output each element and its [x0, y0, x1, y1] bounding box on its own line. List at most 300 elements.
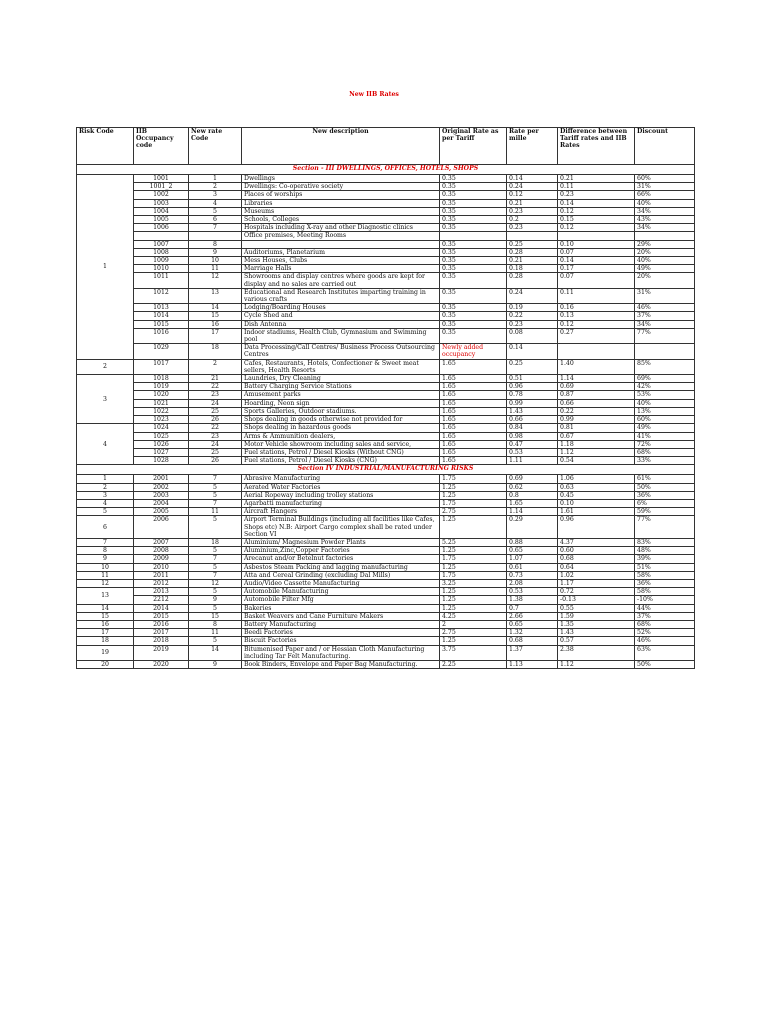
difference-cell: 0.60 — [558, 547, 635, 555]
rate-code-cell: 26 — [189, 457, 242, 465]
occupancy-code-cell: 2018 — [134, 637, 189, 645]
rate-per-mille-cell: 0.99 — [507, 399, 558, 407]
rate-per-mille-cell: 0.84 — [507, 424, 558, 432]
discount-cell: 31% — [635, 183, 695, 191]
description-cell: Aircraft Hangers — [242, 508, 440, 516]
title-spacer — [134, 91, 189, 128]
risk-code-cell: 10 — [77, 563, 134, 571]
original-rate-cell: 0.35 — [440, 320, 507, 328]
occupancy-code-cell: 1024 — [134, 424, 189, 432]
original-rate-cell: 1.65 — [440, 407, 507, 415]
occupancy-code-cell: 2017 — [134, 629, 189, 637]
rates-sheet — [76, 91, 694, 669]
discount-cell: 77% — [635, 516, 695, 539]
discount-cell: 46% — [635, 637, 695, 645]
table-row — [77, 571, 695, 579]
title-spacer — [507, 91, 558, 128]
original-rate-cell: 0.35 — [440, 191, 507, 199]
original-rate-cell: 1.25 — [440, 547, 507, 555]
discount-cell: 51% — [635, 563, 695, 571]
description-cell: Arms & Ammunition dealers, — [242, 432, 440, 440]
table-row — [77, 588, 695, 596]
occupancy-code-cell: 2009 — [134, 555, 189, 563]
rate-code-cell — [189, 232, 242, 240]
occupancy-code-cell: 1018 — [134, 375, 189, 383]
risk-code-cell: 4 — [77, 424, 134, 465]
rate-per-mille-cell: 1.11 — [507, 457, 558, 465]
section-header-row — [77, 165, 695, 175]
original-rate-cell: 1.65 — [440, 432, 507, 440]
occupancy-code-cell: 1001 — [134, 175, 189, 183]
difference-cell: 0.12 — [558, 320, 635, 328]
rate-per-mille-cell: 0.78 — [507, 391, 558, 399]
discount-cell: 59% — [635, 508, 695, 516]
difference-cell: 0.22 — [558, 407, 635, 415]
rate-per-mille-cell: 0.22 — [507, 312, 558, 320]
discount-cell: 66% — [635, 191, 695, 199]
occupancy-code-cell: 1006 — [134, 224, 189, 232]
discount-cell: 34% — [635, 320, 695, 328]
description-cell: Auditoriums, Planetarium — [242, 248, 440, 256]
original-rate-cell: 1.65 — [440, 440, 507, 448]
description-cell: Aluminium,Zinc,Copper Factories — [242, 547, 440, 555]
description-cell: Schools, Colleges — [242, 216, 440, 224]
rate-code-cell: 25 — [189, 448, 242, 456]
description-cell: Lodging/Boarding Houses — [242, 304, 440, 312]
description-cell: Fuel stations, Petrol / Diesel Kiosks (CNG) — [242, 457, 440, 465]
rate-per-mille-cell: 0.8 — [507, 491, 558, 499]
rate-per-mille-cell: 0.53 — [507, 448, 558, 456]
table-row — [77, 612, 695, 620]
occupancy-code-cell: 1023 — [134, 416, 189, 424]
rate-code-cell: 5 — [189, 516, 242, 539]
original-rate-cell: 2.75 — [440, 629, 507, 637]
rate-code-cell: 7 — [189, 499, 242, 507]
risk-code-cell: 12 — [77, 579, 134, 587]
rate-code-cell: 23 — [189, 432, 242, 440]
description-cell: Atta and Cereal Grinding (excluding Dal Mills) — [242, 571, 440, 579]
discount-cell: 20% — [635, 273, 695, 288]
risk-code-cell: 3 — [77, 491, 134, 499]
original-rate-cell: 1.65 — [440, 359, 507, 374]
difference-cell: 1.18 — [558, 440, 635, 448]
original-rate-cell: Newly added occupancy — [440, 344, 507, 359]
original-rate-cell: 0.35 — [440, 265, 507, 273]
rate-code-cell: 12 — [189, 579, 242, 587]
rate-code-cell: 7 — [189, 475, 242, 483]
difference-cell: 0.87 — [558, 391, 635, 399]
original-rate-cell: 1.75 — [440, 499, 507, 507]
rate-per-mille-cell: 1.37 — [507, 645, 558, 660]
original-rate-cell: 3.25 — [440, 579, 507, 587]
occupancy-code-cell: 1026 — [134, 440, 189, 448]
difference-cell: 0.11 — [558, 288, 635, 303]
discount-cell: 58% — [635, 588, 695, 596]
difference-cell: 0.12 — [558, 207, 635, 215]
rate-per-mille-cell: 0.23 — [507, 224, 558, 232]
difference-cell — [558, 344, 635, 359]
description-cell: Asbestos Steam Packing and lagging manufacturing — [242, 563, 440, 571]
header-original-rate: Original Rate as per Tariff — [440, 128, 507, 165]
discount-cell: 60% — [635, 416, 695, 424]
discount-cell: 41% — [635, 432, 695, 440]
description-cell: Beedi Factories — [242, 629, 440, 637]
occupancy-code-cell: 1013 — [134, 304, 189, 312]
original-rate-cell: 1.65 — [440, 457, 507, 465]
occupancy-code-cell: 1015 — [134, 320, 189, 328]
description-cell: Hospitals including X-ray and other Diagnostic clinics — [242, 224, 440, 232]
occupancy-code-cell: 2012 — [134, 579, 189, 587]
description-cell: Libraries — [242, 199, 440, 207]
discount-cell: 33% — [635, 457, 695, 465]
occupancy-code-cell: 1014 — [134, 312, 189, 320]
risk-code-cell: 1 — [77, 175, 134, 360]
discount-cell: 69% — [635, 375, 695, 383]
rate-per-mille-cell: 0.68 — [507, 637, 558, 645]
rate-per-mille-cell: 0.23 — [507, 207, 558, 215]
description-cell — [242, 240, 440, 248]
discount-cell: 36% — [635, 579, 695, 587]
original-rate-cell: 1.25 — [440, 516, 507, 539]
original-rate-cell: 0.35 — [440, 240, 507, 248]
discount-cell — [635, 232, 695, 240]
difference-cell: 0.14 — [558, 257, 635, 265]
discount-cell: 61% — [635, 475, 695, 483]
difference-cell: 0.21 — [558, 175, 635, 183]
table-row — [77, 175, 695, 183]
description-cell: Shops dealing in hazardous goods — [242, 424, 440, 432]
occupancy-code-cell: 1005 — [134, 216, 189, 224]
table-row — [77, 232, 695, 240]
rate-per-mille-cell: 0.28 — [507, 273, 558, 288]
description-cell: Battery Manufacturing — [242, 620, 440, 628]
discount-cell: 43% — [635, 216, 695, 224]
original-rate-cell: 1.25 — [440, 588, 507, 596]
rate-code-cell: 1 — [189, 175, 242, 183]
occupancy-code-cell: 1011 — [134, 273, 189, 288]
header-new-description: New description — [242, 128, 440, 165]
risk-code-cell: 9 — [77, 555, 134, 563]
rate-code-cell: 12 — [189, 273, 242, 288]
original-rate-cell: 0.35 — [440, 199, 507, 207]
discount-cell: 42% — [635, 383, 695, 391]
occupancy-code-cell: 2212 — [134, 596, 189, 604]
discount-cell: 40% — [635, 257, 695, 265]
difference-cell: 2.38 — [558, 645, 635, 660]
rate-code-cell: 13 — [189, 288, 242, 303]
risk-code-cell: 8 — [77, 547, 134, 555]
description-cell: Abrasive Manufacturing — [242, 475, 440, 483]
description-cell: Museums — [242, 207, 440, 215]
risk-code-cell: 13 — [77, 588, 134, 604]
original-rate-cell: 1.75 — [440, 475, 507, 483]
original-rate-cell: 1.25 — [440, 483, 507, 491]
original-rate-cell: 1.25 — [440, 604, 507, 612]
table-row — [77, 424, 695, 432]
original-rate-cell: 1.65 — [440, 416, 507, 424]
rate-per-mille-cell: 1.43 — [507, 407, 558, 415]
occupancy-code-cell: 1020 — [134, 391, 189, 399]
description-cell: Aerial Ropeway including trolley stations — [242, 491, 440, 499]
description-cell: Automobile Filter Mfg — [242, 596, 440, 604]
rate-code-cell: 4 — [189, 199, 242, 207]
original-rate-cell: 0.35 — [440, 257, 507, 265]
title-row — [77, 91, 695, 128]
table-row — [77, 563, 695, 571]
difference-cell: 0.07 — [558, 273, 635, 288]
rate-per-mille-cell: 0.2 — [507, 216, 558, 224]
discount-cell: 31% — [635, 288, 695, 303]
description-cell: Data Processing/Call Centres/ Business Process Outsourcing Centres — [242, 344, 440, 359]
original-rate-cell — [440, 232, 507, 240]
difference-cell: 4.37 — [558, 538, 635, 546]
description-cell: Sports Galleries, Outdoor stadiums. — [242, 407, 440, 415]
title-spacer — [635, 91, 695, 128]
rate-per-mille-cell: 0.25 — [507, 240, 558, 248]
rate-code-cell: 25 — [189, 407, 242, 415]
discount-cell: 83% — [635, 538, 695, 546]
difference-cell: 0.57 — [558, 637, 635, 645]
risk-code-cell: 4 — [77, 499, 134, 507]
occupancy-code-cell: 1003 — [134, 199, 189, 207]
occupancy-code-cell: 2016 — [134, 620, 189, 628]
rate-code-cell: 26 — [189, 416, 242, 424]
table-row — [77, 183, 695, 191]
risk-code-cell: 2 — [77, 483, 134, 491]
table-row — [77, 547, 695, 555]
table-row — [77, 399, 695, 407]
discount-cell: 49% — [635, 424, 695, 432]
original-rate-cell: 0.35 — [440, 224, 507, 232]
discount-cell: 37% — [635, 612, 695, 620]
rate-per-mille-cell: 0.12 — [507, 191, 558, 199]
difference-cell: 0.16 — [558, 304, 635, 312]
table-row — [77, 224, 695, 232]
original-rate-cell: 0.35 — [440, 248, 507, 256]
difference-cell: 1.17 — [558, 579, 635, 587]
original-rate-cell: 0.35 — [440, 175, 507, 183]
rate-per-mille-cell: 1.13 — [507, 660, 558, 668]
header-row — [77, 128, 695, 165]
difference-cell: 1.61 — [558, 508, 635, 516]
header-difference: Difference between Tariff rates and IIB Rates — [558, 128, 635, 165]
discount-cell: 85% — [635, 359, 695, 374]
table-row — [77, 375, 695, 383]
rate-per-mille-cell: 0.25 — [507, 359, 558, 374]
original-rate-cell: 1.25 — [440, 563, 507, 571]
table-row — [77, 257, 695, 265]
discount-cell: 37% — [635, 312, 695, 320]
discount-cell: 6% — [635, 499, 695, 507]
discount-cell: 48% — [635, 547, 695, 555]
section-title: Section - III DWELLINGS, OFFICES, HOTELS, SHOPS — [77, 165, 695, 175]
table-row — [77, 391, 695, 399]
difference-cell: 1.43 — [558, 629, 635, 637]
occupancy-code-cell: 2015 — [134, 612, 189, 620]
table-row — [77, 637, 695, 645]
rate-code-cell: 10 — [189, 257, 242, 265]
difference-cell: 0.99 — [558, 416, 635, 424]
description-cell: Agarbatti manufacturing — [242, 499, 440, 507]
table-row — [77, 432, 695, 440]
difference-cell: 0.63 — [558, 483, 635, 491]
description-cell: Battery Charging Service Stations — [242, 383, 440, 391]
occupancy-code-cell: 2003 — [134, 491, 189, 499]
rate-per-mille-cell: 0.53 — [507, 588, 558, 596]
rate-per-mille-cell — [507, 232, 558, 240]
rate-per-mille-cell: 0.21 — [507, 199, 558, 207]
rate-per-mille-cell: 0.73 — [507, 571, 558, 579]
table-row — [77, 273, 695, 288]
description-cell: Book Binders, Envelope and Paper Bag Manufacturing. — [242, 660, 440, 668]
rate-code-cell: 22 — [189, 424, 242, 432]
header-new-rate-code: New rate Code — [189, 128, 242, 165]
difference-cell: 0.11 — [558, 183, 635, 191]
rate-code-cell: 2 — [189, 183, 242, 191]
table-row — [77, 555, 695, 563]
original-rate-cell: 3.75 — [440, 645, 507, 660]
discount-cell: 34% — [635, 207, 695, 215]
table-row — [77, 579, 695, 587]
original-rate-cell: 0.35 — [440, 328, 507, 343]
original-rate-cell: 0.35 — [440, 273, 507, 288]
description-cell: Audio/Video Cassette Manufacturing — [242, 579, 440, 587]
occupancy-code-cell: 2006 — [134, 516, 189, 539]
rate-per-mille-cell: 1.32 — [507, 629, 558, 637]
rate-per-mille-cell: 0.08 — [507, 328, 558, 343]
rate-per-mille-cell: 0.29 — [507, 516, 558, 539]
rate-per-mille-cell: 2.66 — [507, 612, 558, 620]
original-rate-cell: 5.25 — [440, 538, 507, 546]
description-cell: Places of worships — [242, 191, 440, 199]
risk-code-cell: 11 — [77, 571, 134, 579]
original-rate-cell: 0.35 — [440, 288, 507, 303]
rate-code-cell: 5 — [189, 637, 242, 645]
table-row — [77, 320, 695, 328]
rate-code-cell: 5 — [189, 604, 242, 612]
occupancy-code-cell: 1027 — [134, 448, 189, 456]
occupancy-code-cell: 2013 — [134, 588, 189, 596]
rate-code-cell: 7 — [189, 555, 242, 563]
rate-code-cell: 17 — [189, 328, 242, 343]
table-row — [77, 304, 695, 312]
rate-code-cell: 5 — [189, 483, 242, 491]
occupancy-code-cell: 1004 — [134, 207, 189, 215]
rate-per-mille-cell: 0.24 — [507, 183, 558, 191]
description-cell: Biscuit Factories — [242, 637, 440, 645]
difference-cell: 1.02 — [558, 571, 635, 579]
occupancy-code-cell: 2014 — [134, 604, 189, 612]
rate-per-mille-cell: 0.62 — [507, 483, 558, 491]
rate-code-cell: 8 — [189, 240, 242, 248]
difference-cell: 0.67 — [558, 432, 635, 440]
discount-cell: 72% — [635, 440, 695, 448]
discount-cell: -10% — [635, 596, 695, 604]
risk-code-cell: 14 — [77, 604, 134, 612]
occupancy-code-cell: 1009 — [134, 257, 189, 265]
table-row — [77, 645, 695, 660]
rate-code-cell: 5 — [189, 563, 242, 571]
table-row — [77, 620, 695, 628]
rate-code-cell: 22 — [189, 383, 242, 391]
original-rate-cell: 1.25 — [440, 596, 507, 604]
rate-code-cell: 15 — [189, 312, 242, 320]
description-cell: Indoor stadiums, Health Club, Gymnasium and Swimming pool — [242, 328, 440, 343]
rate-per-mille-cell: 0.98 — [507, 432, 558, 440]
rate-per-mille-cell: 0.18 — [507, 265, 558, 273]
discount-cell: 77% — [635, 328, 695, 343]
occupancy-code-cell: 1019 — [134, 383, 189, 391]
occupancy-code-cell: 2001 — [134, 475, 189, 483]
risk-code-cell: 19 — [77, 645, 134, 660]
header-occupancy-code: IIB Occupancy code — [134, 128, 189, 165]
occupancy-code-cell: 2007 — [134, 538, 189, 546]
table-row — [77, 216, 695, 224]
original-rate-cell: 2 — [440, 620, 507, 628]
table-row — [77, 328, 695, 343]
difference-cell — [558, 232, 635, 240]
discount-cell: 52% — [635, 629, 695, 637]
difference-cell: 0.10 — [558, 240, 635, 248]
risk-code-cell: 2 — [77, 359, 134, 374]
rate-code-cell: 2 — [189, 359, 242, 374]
risk-code-cell: 20 — [77, 660, 134, 668]
occupancy-code-cell: 1010 — [134, 265, 189, 273]
table-row — [77, 499, 695, 507]
rate-code-cell: 6 — [189, 216, 242, 224]
rate-code-cell: 9 — [189, 248, 242, 256]
difference-cell: 0.64 — [558, 563, 635, 571]
table-row — [77, 475, 695, 483]
table-row — [77, 383, 695, 391]
original-rate-cell: 1.65 — [440, 399, 507, 407]
discount-cell: 60% — [635, 175, 695, 183]
rate-per-mille-cell: 1.07 — [507, 555, 558, 563]
risk-code-cell: 18 — [77, 637, 134, 645]
discount-cell: 58% — [635, 571, 695, 579]
risk-code-cell: 5 — [77, 508, 134, 516]
table-row — [77, 660, 695, 668]
rate-per-mille-cell: 0.19 — [507, 304, 558, 312]
original-rate-cell: 1.75 — [440, 571, 507, 579]
risk-code-cell: 3 — [77, 375, 134, 424]
occupancy-code-cell: 2020 — [134, 660, 189, 668]
difference-cell: 0.72 — [558, 588, 635, 596]
table-row — [77, 407, 695, 415]
discount-cell: 36% — [635, 491, 695, 499]
description-cell: Marriage Halls — [242, 265, 440, 273]
original-rate-cell: 1.65 — [440, 391, 507, 399]
risk-code-cell: 6 — [77, 516, 134, 539]
rate-per-mille-cell: 0.21 — [507, 257, 558, 265]
discount-cell: 29% — [635, 240, 695, 248]
discount-cell: 46% — [635, 304, 695, 312]
difference-cell: -0.13 — [558, 596, 635, 604]
original-rate-cell: 0.35 — [440, 312, 507, 320]
occupancy-code-cell: 2005 — [134, 508, 189, 516]
difference-cell: 0.17 — [558, 265, 635, 273]
description-cell: Cycle Shed and — [242, 312, 440, 320]
table-row — [77, 416, 695, 424]
occupancy-code-cell: 1029 — [134, 344, 189, 359]
difference-cell: 1.14 — [558, 375, 635, 383]
table-row — [77, 483, 695, 491]
rate-code-cell: 14 — [189, 645, 242, 660]
original-rate-cell: 1.25 — [440, 637, 507, 645]
table-row — [77, 191, 695, 199]
occupancy-code-cell: 2008 — [134, 547, 189, 555]
rate-per-mille-cell: 0.23 — [507, 320, 558, 328]
